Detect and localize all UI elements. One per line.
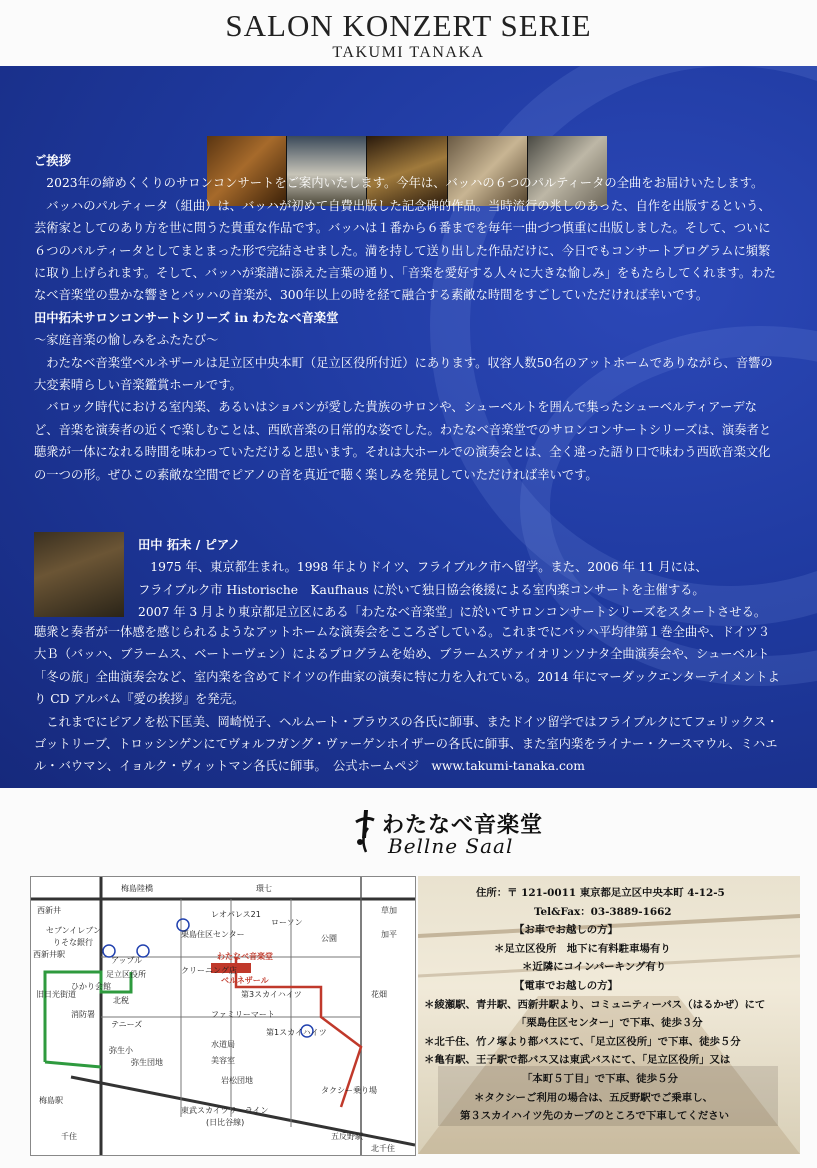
train-line: 「栗島住区センター」で下車、徒歩３分 [516,1017,703,1030]
series-tagline: ～家庭音楽の愉しみをふたたび～ [34,333,219,348]
map-label: 美容室 [211,1056,235,1065]
map-label: ひかり会館 [71,982,111,991]
venue-tel: Tel&Fax：03-3889-1662 [534,905,672,918]
venue-address: 住所：〒 121-0011 東京都足立区中央本町 4-12-5 [476,887,725,899]
car-heading: 【お車でお越しの方】 [514,924,618,937]
map-label: アップル [111,956,143,965]
bio-header [138,534,778,624]
page-subtitle: TAKUMI TANAKA [332,44,485,61]
page-title: SALON KONZERT SERIE [225,8,592,43]
train-line: ＊タクシーご利用の場合は、五反野駅でご乗車し、 [474,1091,713,1104]
bio-line: フライブルク市 Historische Kaufhaus に於いて独日協会後援による室内楽コンサートを主催する。 [138,582,705,597]
map-label: 水道局 [211,1040,235,1049]
map-label: タクシー乗り場 [321,1086,377,1095]
map-label: 加平 [381,930,397,939]
series-paragraph: わたなべ音楽堂ベルネザールは足立区中央本町（足立区役所付近）にあります。収容人数50名のアットホームでありながら、音響の大変素晴らしい音楽鑑賞ホールです。 [34,355,773,393]
greeting-heading: ご挨拶 [34,153,71,168]
map-label: 環七 [256,884,272,893]
greeting-paragraph: バッハのパルティータ（組曲）は、バッハが初めて自費出版した記念碑的作品。当時流行の兆しのあった、自作を出版するという、芸術家としてのあり方を世に問うた貴重な作品です。バッハは１番から６番までを毎年一曲づつ慎重に出版しました。そして、ついに６つのパルティータとしてまとまった形で完結させました。満を持して送り出した作品だけに、今日でもコンサートプログラムに頻繁に取り上げられます。そして、バッハが楽譜に添えた言葉の通り、「音楽を愛好する人々に大きな愉しみ」をもたらしてくれます。わたなべ音楽堂の豊かな響きとバッハの音楽が、300年以上の時を経て融合する素敵な時間をすごしていただければ幸いです。 [34,198,776,303]
map-label: 梅島駅 [39,1096,63,1105]
car-line: ＊足立区役所 地下に有料駐車場有り [494,942,671,955]
map-venue-label: わたなべ音楽堂 [217,952,273,961]
greeting-paragraph: 2023年の締めくくりのサロンコンサートをご案内いたします。今年は、バッハの６つのパルティータの全曲をお届けいたします。 [46,176,764,191]
map-label: 西新井駅 [33,950,65,959]
train-line: ＊亀有駅、王子駅で都バス又は東武バスにて、「足立区役所」又は [424,1054,731,1067]
map-label: テニーズ [111,1020,143,1029]
bio-section [34,532,782,778]
map-label: 西新井 [37,906,61,915]
venue-name-en: Bellne Saal [388,834,514,858]
access-text [424,884,796,1126]
train-line: ＊綾瀬駅、青井駅、西新井駅より、コミュニティーバス（はるかぜ）にて [424,998,766,1011]
map-label: 公園 [321,934,337,943]
map-label: 花畑 [371,990,387,999]
map-label: 旧日光街道 [36,990,76,999]
bio-line: 1975 年、東京都生まれ。1998 年よりドイツ、フライブルク市へ留学。また、2006 年 11 月には、 [150,560,708,575]
map-label: 北千住 [371,1144,395,1153]
train-line: 第３スカイハイツ先のカーブのところで下車してください [460,1110,730,1123]
map-label: 弥生小 [109,1046,133,1055]
map-label: 北税 [113,996,129,1005]
map-label: セブンイレブン [46,926,101,935]
map-label: (日比谷線) [206,1118,245,1127]
map-label: 五反野駅 [331,1132,363,1141]
bio-paragraph: 聴衆と奏者が一体感を感じられるようなアットホームな演奏会をこころざしている。これまでにバッハ平均律第１巻全曲や、ドイツ３大Ｂ（バッハ、ブラームス、ベートーヴェン）によるプログラムを始め、ブラームスヴァイオリンソナタ全曲演奏会や、シューベルト「冬の旅」全曲演奏会など、室内楽を含めてドイツの作曲家の演奏に特に力を入れている。2014 年にマーダックエンターテイメントより CD アルバム『愛の挨拶』を発売。 [34,625,780,707]
access-map [30,876,416,1156]
bio-heading: 田中 拓未 / ピアノ [138,537,241,552]
train-line: ＊北千住、竹ノ塚より都バスにて、「足立区役所」で下車、徒歩５分 [424,1035,741,1048]
map-label: 弥生団地 [131,1058,163,1067]
bio-paragraph: これまでにピアノを松下匡美、岡崎悦子、ヘルムート・ブラウスの各氏に師事、またドイツ留学ではフライブルクにてフェリックス・ゴットリーブ、トロッシンゲンにてヴォルフガング・ヴァーゲンホイザーの各氏に師事、また室内楽をライナー・クースマウル、ミハエル・バウマン、イョルク・ヴィットマン各氏に師事。 公式ホームペジ www.takumi-tanaka.com [34,714,779,774]
map-label: 岩松団地 [221,1076,253,1085]
map-venue-label: ベルネザール [221,976,269,985]
access-info-panel [418,876,800,1154]
map-label: 千住 [61,1132,77,1141]
map-label: 栗島住区センター [181,930,245,939]
bio-line: 2007 年 3 月より東京都足立区にある「わたなべ音楽堂」に於いてサロンコンサートシリーズをスタートさせる。 [138,605,767,620]
map-label: 梅島陸橋 [121,884,153,893]
map-label: 第3スカイハイツ [241,990,302,999]
greeting-section [34,150,779,486]
series-paragraph: バロック時代における室内楽、あるいはショパンが愛した貴族のサロンや、シューベルトを囲んで集ったシューベルティアーデなど、音楽を演奏者の近くで楽しむことは、西欧音楽の日常的な姿でした。わたなべ音楽堂でのサロンコンサートシリーズは、演奏者と聴衆が一体になれる時間を味わっていただけると思います。それは大ホールでの演奏会とは、全く違った語り口で味わう西欧音楽文化の一つの形。ぜひこの素敵な空間でピアノの音を真近で聴く楽しみを発見していただければ幸いです。 [34,400,772,482]
map-label: クリーニング店 [181,966,237,975]
venue-name-ja: わたなべ音楽堂 [382,812,544,838]
map-label: 東武スカイツリーライン [181,1106,269,1115]
map-drawing [31,877,415,1155]
music-note-icon [350,808,380,858]
map-label: 第1スカイハイツ [266,1028,327,1037]
map-label: 消防署 [71,1010,95,1019]
series-heading: 田中拓未サロンコンサートシリーズ in わたなべ音楽堂 [34,309,339,325]
map-label: ファミリーマート [211,1010,275,1019]
map-label: レオパレス21 [211,910,261,919]
venue-logo [350,808,550,858]
map-label: ローソン [271,918,303,927]
map-label: 足立区役所 [106,970,146,979]
map-label: 草加 [381,906,397,915]
train-line: 「本町５丁目」で下車、徒歩５分 [522,1072,678,1085]
train-heading: 【電車でお越しの方】 [514,979,618,992]
map-label: りそな銀行 [53,938,93,947]
car-line: ＊近隣にコインパーキング有り [522,961,667,974]
